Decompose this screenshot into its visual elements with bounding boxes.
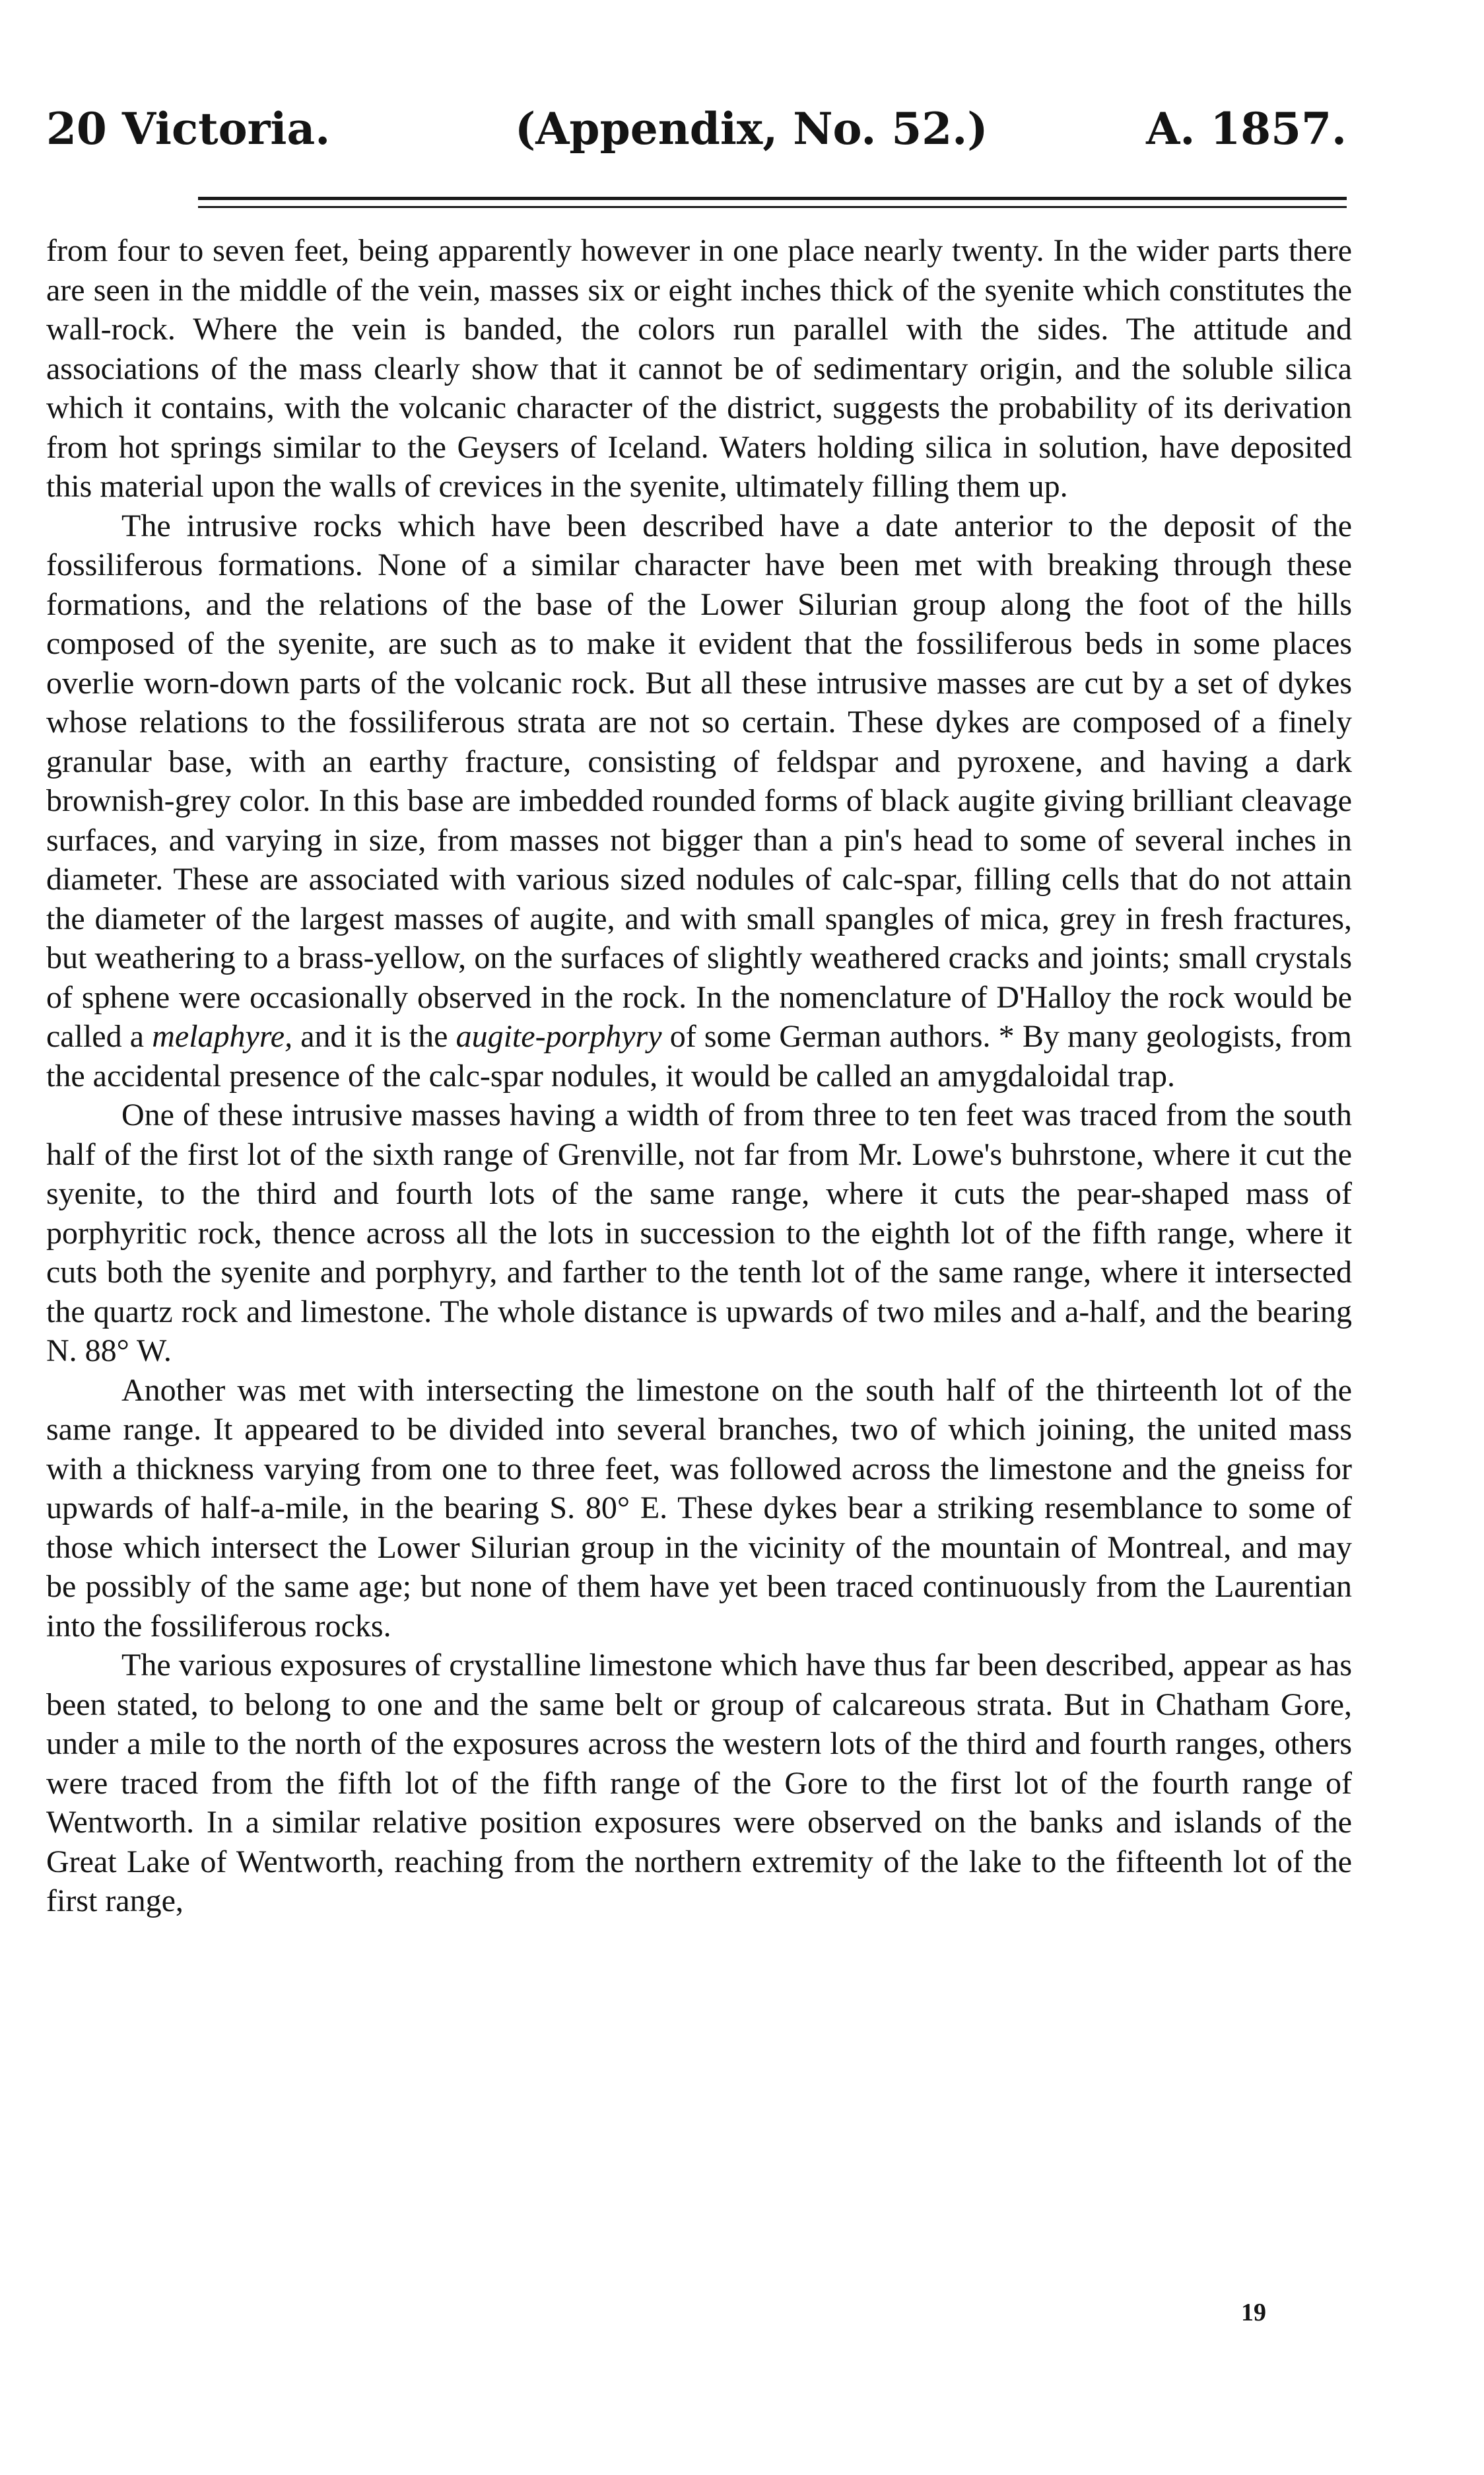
- body-text: [46, 231, 1352, 1921]
- header-rule-top: [198, 197, 1347, 200]
- term-melaphyre: melaphyre,: [152, 1019, 293, 1054]
- term-augite-porphyry: augite-porphyry: [455, 1019, 662, 1054]
- paragraph-2-part-1: The intrusive rocks which have been described have a date anterior to the deposit of the fossiliferous formations. None of a similar character have been met with breaking through these formations, and the relations of the base of the Lower Silurian group along the foot of the hills composed of the syenite, are such as to make it evident that the fossiliferous beds in some places overlie worn-down parts of the volcanic rock. But all these intrusive masses are cut by a set of dykes whose relations to the fossiliferous strata are not so certain. These dykes are composed of a finely granular base, with an earthy fracture, consisting of feldspar and pyroxene, and having a dark brownish-grey color. In this base are imbedded rounded forms of black augite giving brilliant cleavage surfaces, and varying in size, from masses not bigger than a pin's head to some of several inches in diameter. These are associated with various sized nodules of calc-spar, filling cells that do not attain the diameter of the largest masses of augite, and with small spangles of mica, grey in fresh fractures, but weathering to a brass-yellow, on the surfaces of slightly weathered cracks and joints; small crystals of sphene were occasionally observed in the rock. In the nomenclature of D'Halloy the rock would be called a: [46, 508, 1352, 1054]
- header-year: A. 1857.: [1146, 103, 1347, 155]
- header-rule-bottom: [198, 206, 1347, 208]
- paragraph-2: [46, 506, 1352, 1096]
- paragraph-1: from four to seven feet, being apparently however in one place nearly twenty. In the wider parts there are seen in the middle of the vein, masses six or eight inches thick of the syenite which constitutes the wall-rock. Where the vein is banded, the colors run parallel with the sides. The attitude and associations of the mass clearly show that it cannot be of sedimentary origin, and the soluble silica which it contains, with the volcanic character of the district, suggests the probability of its derivation from hot springs similar to the Geysers of Iceland. Waters holding silica in solution, have deposited this material upon the walls of crevices in the syenite, ultimately filling them up.: [46, 233, 1352, 504]
- header-appendix: (Appendix, No. 52.): [515, 103, 988, 155]
- paragraph-4: Another was met with intersecting the limestone on the south half of the thirteenth lot of the same range. It appeared to be divided into several branches, two of which joining, the united mass with a thickness varying from one to three feet, was followed across the limestone and the gneiss for upwards of half-a-mile, in the bearing S. 80° E. These dykes bear a striking resemblance to some of those which intersect the Lower Silurian group in the vicinity of the mountain of Montreal, and may be possibly of the same age; but none of them have yet been traced continuously from the Laurentian into the fossiliferous rocks.: [46, 1372, 1352, 1644]
- header-session: 20 Victoria.: [46, 103, 331, 155]
- paragraph-5: The various exposures of crystalline limestone which have thus far been described, appear as has been stated, to belong to one and the same belt or group of calcareous strata. But in Chatham Gore, under a mile to the north of the exposures across the western lots of the third and fourth ranges, others were traced from the fifth lot of the fifth range of the Gore to the first lot of the fourth range of Wentworth. In a similar relative position exposures were observed on the banks and islands of the Great Lake of Wentworth, reaching from the northern extremity of the lake to the fifteenth lot of the first range,: [46, 1648, 1352, 1918]
- paragraph-3: One of these intrusive masses having a width of from three to ten feet was traced from the south half of the first lot of the sixth range of Grenville, not far from Mr. Lowe's buhrstone, where it cut the syenite, to the third and fourth lots of the same range, where it cuts the pear-shaped mass of porphyritic rock, thence across all the lots in succession to the eighth lot of the fifth range, where it cuts both the syenite and porphyry, and farther to the tenth lot of the same range, where it intersected the quartz rock and limestone. The whole distance is upwards of two miles and a-half, and the bearing N. 88° W.: [46, 1098, 1352, 1368]
- paragraph-2-part-2: and it is the: [292, 1019, 456, 1054]
- page-header: [46, 92, 1347, 165]
- page-number: 19: [1241, 2299, 1266, 2326]
- paragraph-2-part-3: of some German authors. * By many geologists, from the accidental presence of the calc-spar nodules, it would be called an amygdaloidal trap.: [46, 1019, 1352, 1094]
